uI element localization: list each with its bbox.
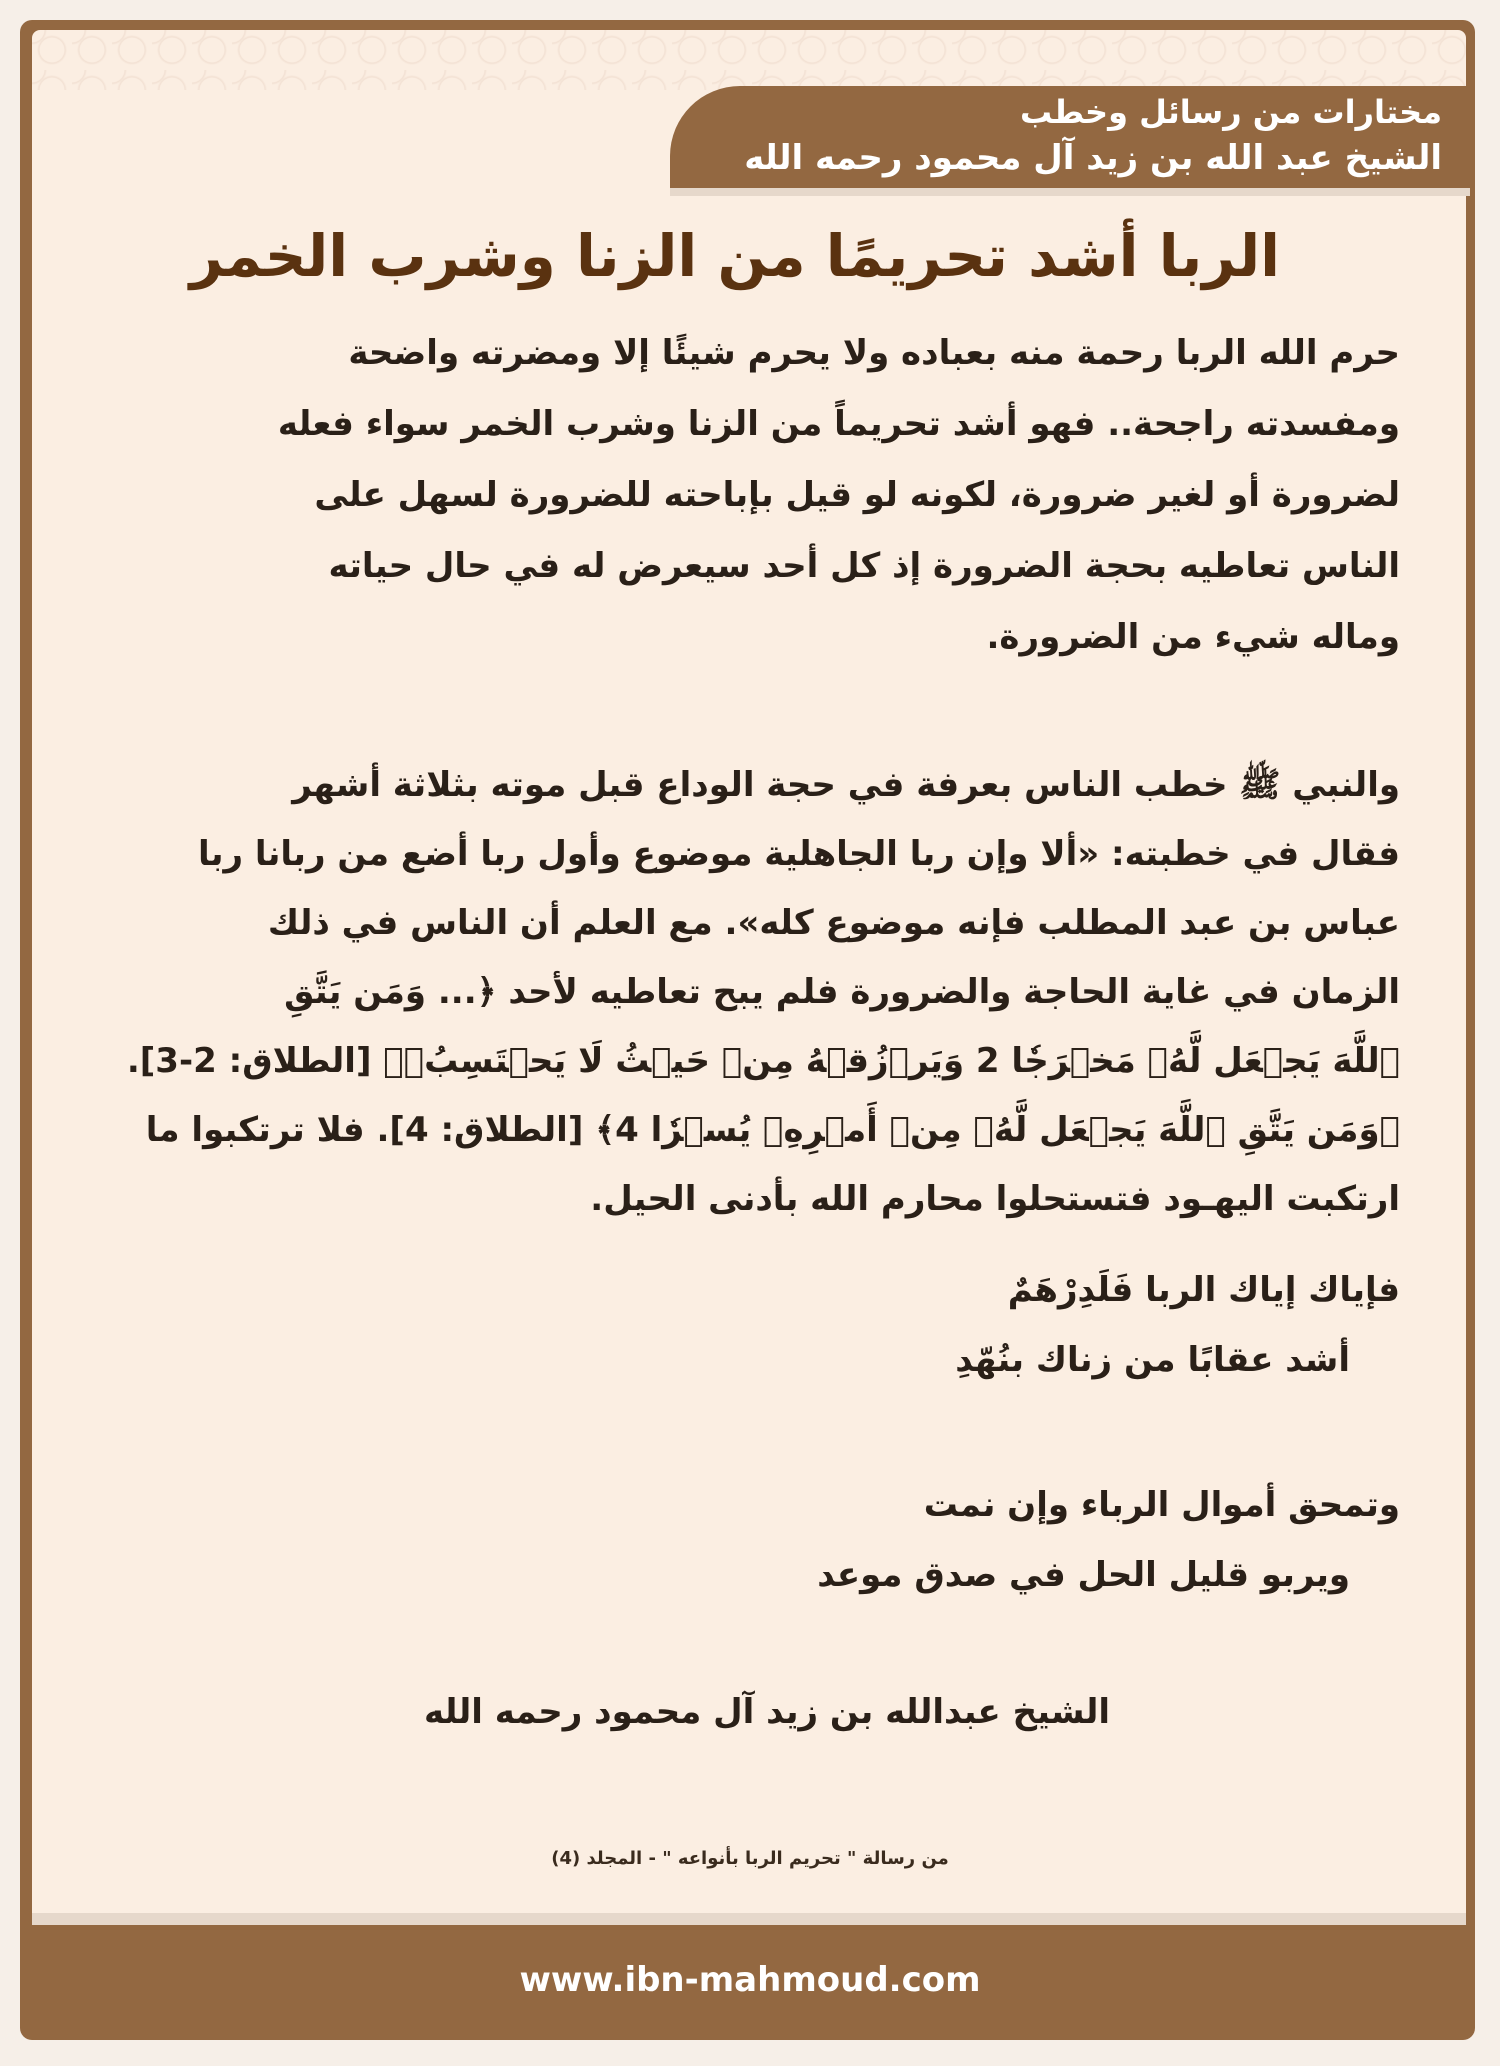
paragraph-2 — [100, 751, 1400, 1234]
poem-line: فإياك إياك الربا فَلَدِرْهَمٌ — [1007, 1270, 1400, 1310]
poem-line: وتمحق أموال الرباء وإن نمت — [923, 1485, 1400, 1525]
article-title: الربا أشد تحريمًا من الزنا وشرب الخمر — [189, 222, 1280, 290]
paragraph-line: والنبي ﷺ خطب الناس بعرفة في حجة الوداع قبل موته بثلاثة أشهر — [292, 765, 1400, 805]
signature: الشيخ عبدالله بن زيد آل محمود رحمه الله — [424, 1692, 1110, 1732]
paragraph-line: حرم الله الربا رحمة منه بعباده ولا يحرم شيئًا إلا ومضرته واضحة — [348, 333, 1400, 373]
website-link[interactable]: www.ibn-mahmoud.com — [519, 1960, 981, 2000]
paragraph-line: الناس تعاطيه بحجة الضرورة إذ كل أحد سيعرض له في حال حياته — [328, 546, 1400, 586]
paragraph-line: ٱللَّهَ يَجۡعَل لَّهُۥ مَخۡرَجٗا 2 وَيَرۡزُقۡهُ مِنۡ حَيۡثُ لَا يَحۡتَسِبُۚ﴾ [الطلاق: 2-3]. — [126, 1041, 1400, 1081]
paragraph-line: ارتكبت اليهـود فتستحلوا محارم الله بأدنى الحيل. — [590, 1179, 1400, 1219]
header-author: الشيخ عبد الله بن زيد آل محمود رحمه الله — [744, 138, 1442, 178]
paragraph-line: ومفسدته راجحة.. فهو أشد تحريماً من الزنا وشرب الخمر سواء فعله — [277, 404, 1400, 444]
paragraph-line: فقال في خطبته: «ألا وإن ربا الجاهلية موضوع وأول ربا أضع من ربانا ربا — [197, 834, 1400, 874]
poem-verse-1 — [100, 1255, 1400, 1395]
paragraph-line: وماله شيء من الضرورة. — [986, 617, 1400, 657]
poem-line: ويربو قليل الحل في صدق موعد — [817, 1555, 1350, 1595]
header-series-title: مختارات من رسائل وخطب — [1019, 93, 1442, 131]
paragraph-line: الزمان في غاية الحاجة والضرورة فلم يبح تعاطيه لأحد ﴿... وَمَن يَتَّقِ — [284, 972, 1400, 1012]
poem-line: أشد عقابًا من زناك بنُهّدِ — [955, 1340, 1350, 1380]
footer-divider — [32, 1913, 1466, 1925]
paragraph-line: ﴿وَمَن يَتَّقِ ٱللَّهَ يَجۡعَل لَّهُۥ مِنۡ أَمۡرِهِۦ يُسۡرٗا 4﴾ [الطلاق: 4]. فلا ترتكبوا ما — [145, 1110, 1400, 1150]
decorative-pattern — [32, 30, 1466, 90]
source-citation: من رسالة " تحريم الربا بأنواعه " - المجلد (4) — [551, 1848, 949, 1869]
paragraph-1 — [100, 318, 1400, 673]
poem-verse-2 — [100, 1470, 1400, 1610]
paragraph-line: عباس بن عبد المطلب فإنه موضوع كله». مع العلم أن الناس في ذلك — [267, 903, 1400, 943]
paragraph-line: لضرورة أو لغير ضرورة، لكونه لو قيل بإباحته للضرورة لسهل على — [314, 475, 1400, 515]
